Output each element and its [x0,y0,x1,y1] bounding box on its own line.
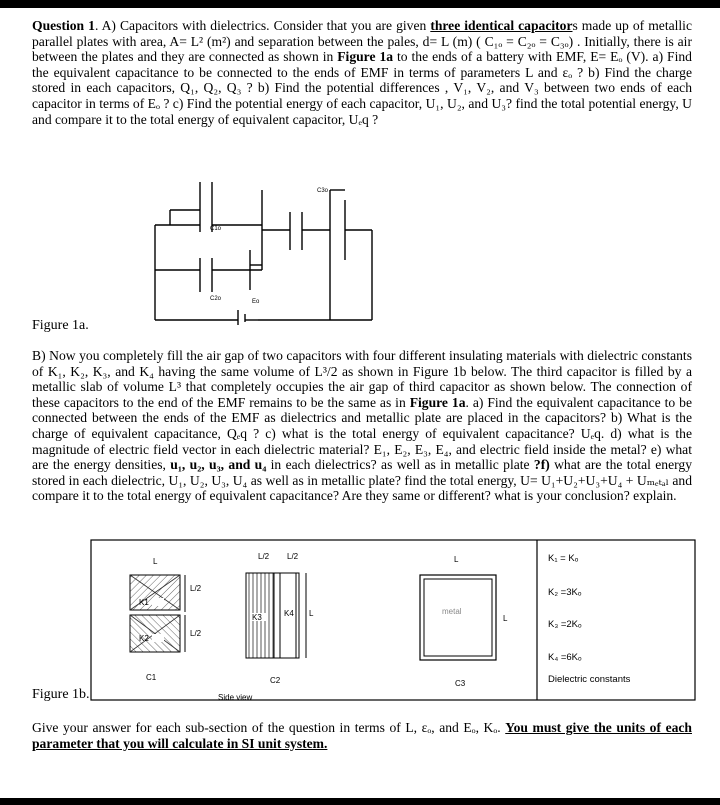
question-title: Question 1 [32,18,95,33]
figure-1a-caption: Figure 1a. [32,318,89,333]
text-span: in each dielectrics? as well as in metallic plate [266,457,534,473]
legend-k3: K₃ =2Kₒ [548,619,582,630]
c1-name: C1 [146,673,157,682]
k4-label: K4 [284,609,294,618]
c1-half-label-1: L/2 [190,584,202,593]
k1-label: K1 [139,598,149,607]
text-span: B) Now you completely fill the air gap of two capacitors with four different insulating materials with dielectric constants of K₁, K₂, K₃, and K₄ having the same volume of L³/2 as shown in Figure 1b below. The third capacitor is filled by a metallic slab of volume L³ that completely occupies the air gap of third capacitor as shown below. The connection of these capacitors to the end of the EMF remains to be the same as in [32,348,692,410]
metal-label: metal [442,607,462,616]
c1-top-label: L [153,557,158,566]
c1-label: C1o [210,226,222,232]
emf-label: Eo [252,299,260,305]
figure-ref: Figure 1a [409,394,466,410]
text-span: ?f) [533,457,550,473]
c3-label: C3o [317,188,329,194]
text-span: . A) Capacitors with dielectrics. Consider that you are given [94,18,431,33]
k2-label: K2 [139,634,149,643]
c2-half-left: L/2 [258,552,270,561]
text-span: to the ends of a battery with EMF, E= Eₒ (V). a) Find the equivalent capacitance to be connected to the ends of EMF in terms of parameters L and εₒ ? b) Find the charge stored in each capacitors, Q₁, Q₂, Q₃ ? b) Find the potential differences , V₁, V₂, and V₃ between two ends of each capacitor in terms of Eₒ ? c) Find the potential energy of each capacitor, U₁, U₂, and U₃? find the total potential energy, U and compare it to the total energy of equivalent capacitor, Uₑq ? [32,49,692,127]
capacitor-c1 [130,557,202,682]
instructions [32,720,692,751]
capacitor-c2 [218,552,314,702]
bottom-border [0,798,720,805]
c2-label: C2o [210,296,222,302]
text-span: what are the total energy stored in each dielectric, U₁, U₂, U₃, U₄ as well as in metallic plate? find the total energy, U= U₁+U₂+U₃+U₄ + Uₘₑₜₐₗ and compare it to the total energy of equivalent capacitance? Are they same or different? what is your conclusion? explain. [32,457,692,504]
legend-k4: K₄ =6Kₒ [548,652,582,663]
dielectric-legend [548,553,631,685]
c3-name: C3 [455,679,466,688]
c2-name: C2 [270,676,281,685]
c3-side-label: L [503,614,508,623]
c2-half-right: L/2 [287,552,299,561]
legend-k1: K₁ = Kₒ [548,553,579,564]
text-span: s made up of metallic parallel plates with area, A= L² (m²) and separation between the pales, d= L (m) ( C₁ₒ = C₂ₒ = C₃ₒ) . Initially, there is air between the plates and they are connected as shown in [32,18,692,65]
capacitor-c3 [420,555,508,688]
figure-ref: Figure 1a [337,49,394,65]
c2-side-label: L [309,609,314,618]
emphasis-identical: three identical capacitor [430,18,573,33]
figure-1b-caption: Figure 1b. [32,687,90,702]
c3-top-label: L [454,555,459,564]
legend-title: Dielectric constants [548,674,631,685]
text-span: . a) Find the equivalent capacitance to be connected between the ends of the EMF as dielectrics and metallic plate are placed in the capacitors? b) What is the charge of equivalent capacitance, Qₑq ? c) what is the total energy of equivalent capacitance? Uₑq. d) what is the magnitude of electric field vector in each dielectric material? E₁, E₂, E₃, E₄, and electric field inside the metal? e) what are the energy densities, [32,394,692,473]
legend-k2: K₂ =3Kₒ [548,587,582,598]
c1-half-label-2: L/2 [190,629,202,638]
energy-density-list: u₁, u₂, u₃, and u₄ [170,457,267,473]
k3-label: K3 [252,613,262,622]
units-requirement: You must give the units of each parameter that you will calculate in SI unit system. [32,720,692,751]
side-view-label: Side view [218,693,253,702]
text-span: Give your answer for each sub-section of the question in terms of L, εₒ, and Eₒ, Kₒ. [32,720,506,735]
